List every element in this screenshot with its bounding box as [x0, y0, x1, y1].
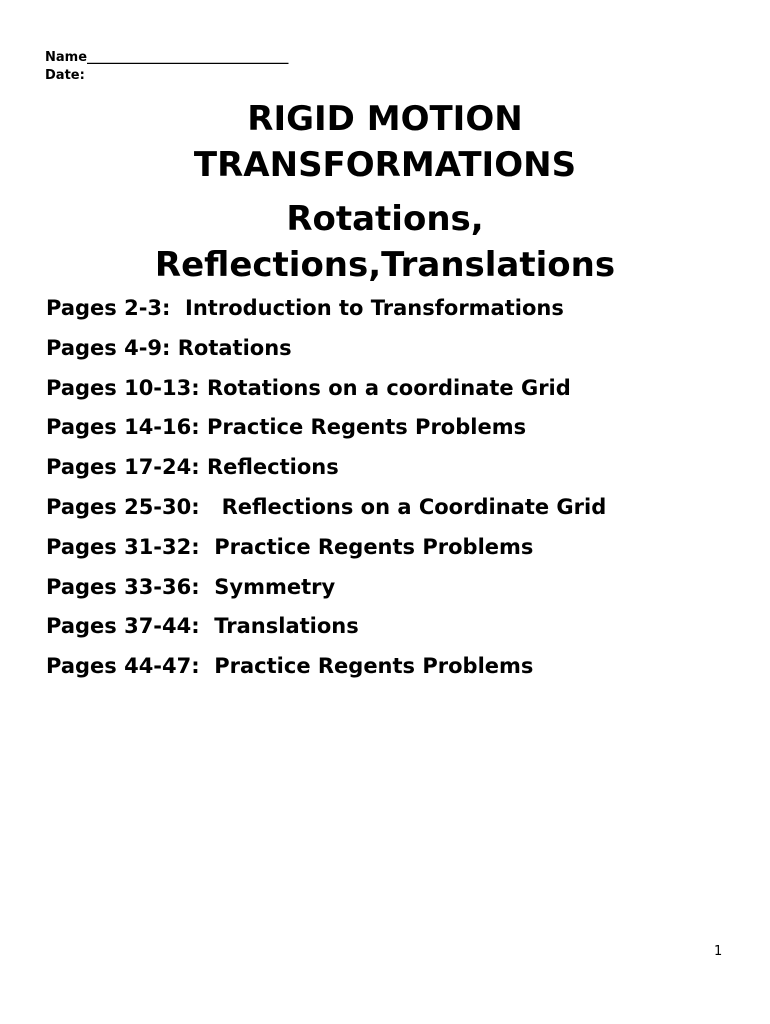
subtitle-line-1: Rotations, [286, 199, 484, 239]
page-title [0, 96, 770, 188]
toc-entry: Pages 33-36: Symmetry [46, 574, 336, 599]
toc-entry: Pages 37-44: Translations [46, 614, 359, 639]
title-line-2: TRANSFORMATIONS [193, 145, 577, 185]
header-fields [45, 49, 289, 85]
page-subtitle [0, 196, 770, 288]
toc-entry: Pages 31-32: Practice Regents Problems [46, 534, 534, 559]
table-of-contents [46, 296, 606, 694]
toc-entry: Pages 2-3: Introduction to Transformations [46, 296, 564, 320]
date-field: Date: [45, 68, 85, 83]
toc-entry: Pages 17-24: Reflections [46, 455, 339, 480]
title-line-1: RIGID MOTION [247, 99, 523, 139]
toc-entry: Pages 14-16: Practice Regents Problems [46, 415, 527, 440]
toc-entry: Pages 4-9: Rotations [46, 335, 292, 360]
toc-entry: Pages 25-30: Reflections on a Coordinate Grid [46, 494, 607, 519]
toc-entry: Pages 10-13: Rotations on a coordinate Grid [46, 375, 571, 400]
name-field: Name_______________________________ [45, 50, 289, 65]
toc-entry: Pages 44-47: Practice Regents Problems [46, 654, 534, 679]
page-number: 1 [714, 944, 723, 959]
subtitle-line-2: Reflections,Translations [154, 245, 616, 285]
